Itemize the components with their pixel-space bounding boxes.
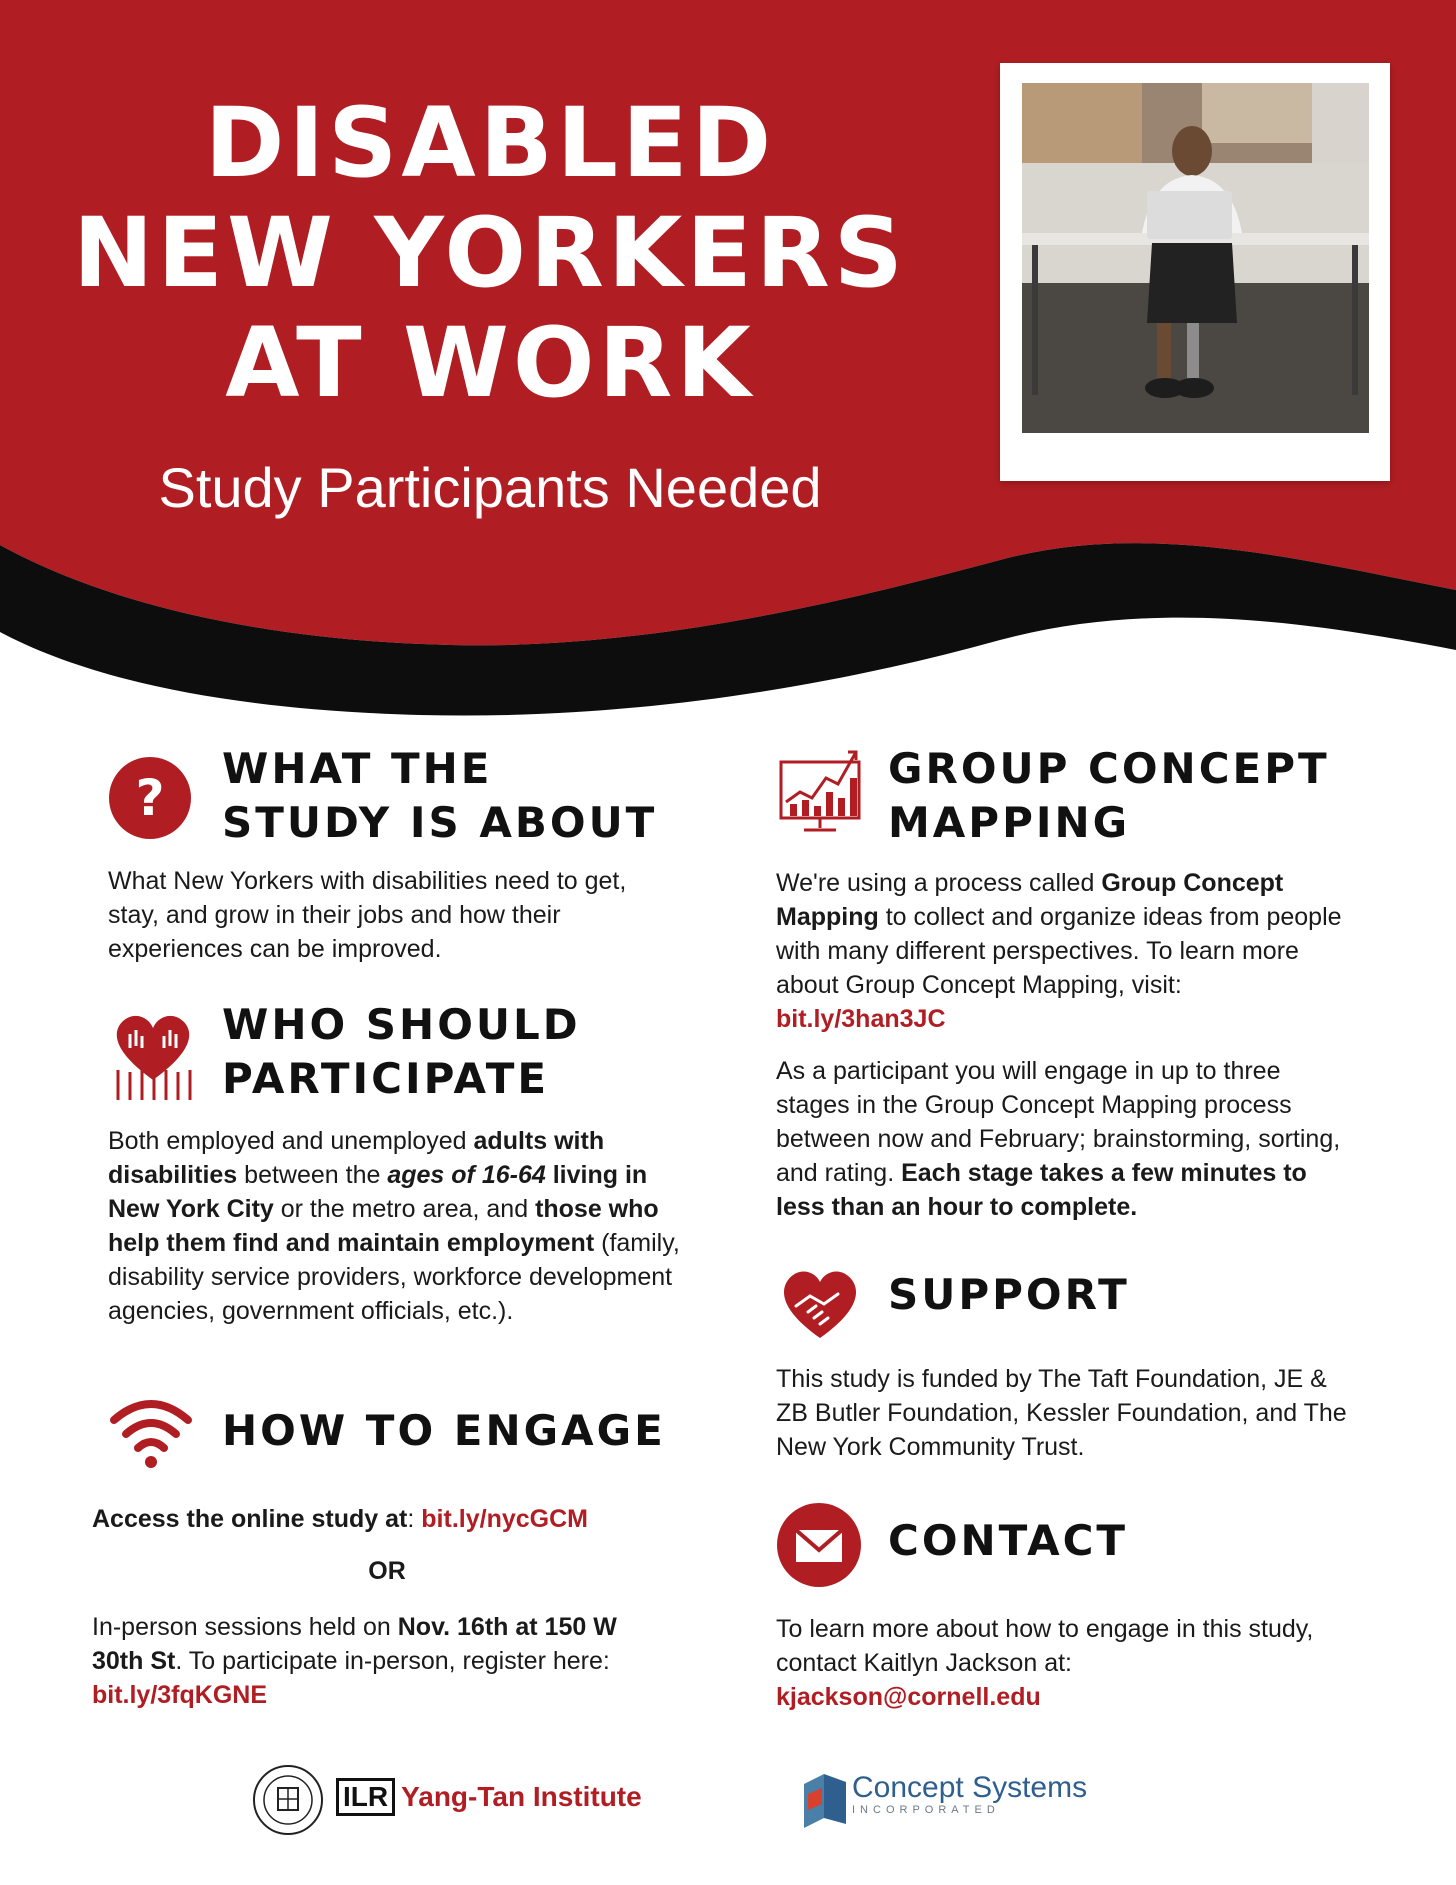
csi-sub: INCORPORATED xyxy=(852,1804,1000,1816)
envelope-icon xyxy=(776,1502,862,1588)
cornell-seal-logo xyxy=(252,1764,324,1836)
about-heading xyxy=(222,742,657,850)
concept-systems-logo xyxy=(852,1772,1087,1816)
subtitle: Study Participants Needed xyxy=(158,456,822,519)
title-line-3: AT WORK xyxy=(225,307,755,419)
raised-hands-heart-icon xyxy=(108,1010,198,1102)
title-line-1: DISABLED xyxy=(204,87,776,199)
gcm-heading xyxy=(888,742,1330,850)
office-photo xyxy=(1022,83,1369,433)
contact-email-link[interactable]: kjackson@cornell.edu xyxy=(776,1683,1041,1711)
contact-heading-text: CONTACT xyxy=(888,1516,1129,1565)
engage-or: OR xyxy=(368,1557,406,1585)
support-heading-text: SUPPORT xyxy=(888,1270,1130,1319)
ilr-yang-tan-logo xyxy=(336,1778,642,1816)
engage-online: Access the online study at: bit.ly/nycGCM xyxy=(92,1505,588,1533)
about-text: What New Yorkers with disabilities need to get, stay, and grow in their jobs and how their experiences can be improved. xyxy=(108,867,627,963)
support-heading xyxy=(888,1268,1130,1322)
csi-name: Concept Systems xyxy=(852,1771,1088,1804)
who-heading xyxy=(222,998,581,1106)
svg-text:?: ? xyxy=(135,769,165,827)
title-line-2: NEW YORKERS xyxy=(73,197,907,309)
growth-chart-monitor-icon xyxy=(778,748,862,834)
ilr-box: ILR xyxy=(336,1778,395,1816)
gcm-text-1: We're using a process called Group Concept Mapping to collect and organize ideas from people with many different perspectives. To learn more about Group Concept Mapping, visit: bit.ly/3han3JC xyxy=(776,869,1342,1033)
engage-heading-text: HOW TO ENGAGE xyxy=(222,1406,666,1455)
gcm-link[interactable]: bit.ly/3han3JC xyxy=(776,1005,946,1033)
who-text: Both employed and unemployed adults with disabilities between the ages of 16-64 living in New York City or the metro area, and those who help them find and maintain employment (family, disability service providers, workforce development agencies, government officials, etc.). xyxy=(108,1127,680,1325)
heart-handshake-icon xyxy=(778,1266,862,1340)
who-heading-text: WHO SHOULD PARTICIPATE xyxy=(222,1000,581,1103)
concept-systems-mark-icon xyxy=(800,1768,850,1832)
wifi-icon xyxy=(108,1394,194,1470)
contact-text: To learn more about how to engage in this study, contact Kaitlyn Jackson at: kjackson@cornell.edu xyxy=(776,1615,1314,1711)
about-heading-text: WHAT THE STUDY IS ABOUT xyxy=(222,744,658,847)
register-link[interactable]: bit.ly/3fqKGNE xyxy=(92,1681,268,1709)
question-icon xyxy=(108,756,192,840)
online-study-link[interactable]: bit.ly/nycGCM xyxy=(421,1505,588,1533)
page-title xyxy=(40,88,940,418)
ilr-name: Yang-Tan Institute xyxy=(401,1781,642,1812)
engage-inperson: In-person sessions held on Nov. 16th at 150 W 30th St. To participate in-person, register here: bit.ly/3fqKGNE xyxy=(92,1613,617,1709)
gcm-text-2: As a participant you will engage in up to three stages in the Group Concept Mapping process between now and February; brainstorming, sorting, and rating. Each stage takes a few minutes to less than an hour to complete. xyxy=(776,1057,1341,1221)
gcm-heading-text: GROUP CONCEPT MAPPING xyxy=(888,744,1330,847)
photo-frame xyxy=(1000,63,1390,481)
hero-banner xyxy=(0,0,1456,740)
support-text: This study is funded by The Taft Foundation, JE & ZB Butler Foundation, Kessler Foundation, and The New York Community Trust. xyxy=(776,1365,1347,1461)
contact-heading xyxy=(888,1514,1128,1568)
engage-heading xyxy=(222,1404,666,1458)
